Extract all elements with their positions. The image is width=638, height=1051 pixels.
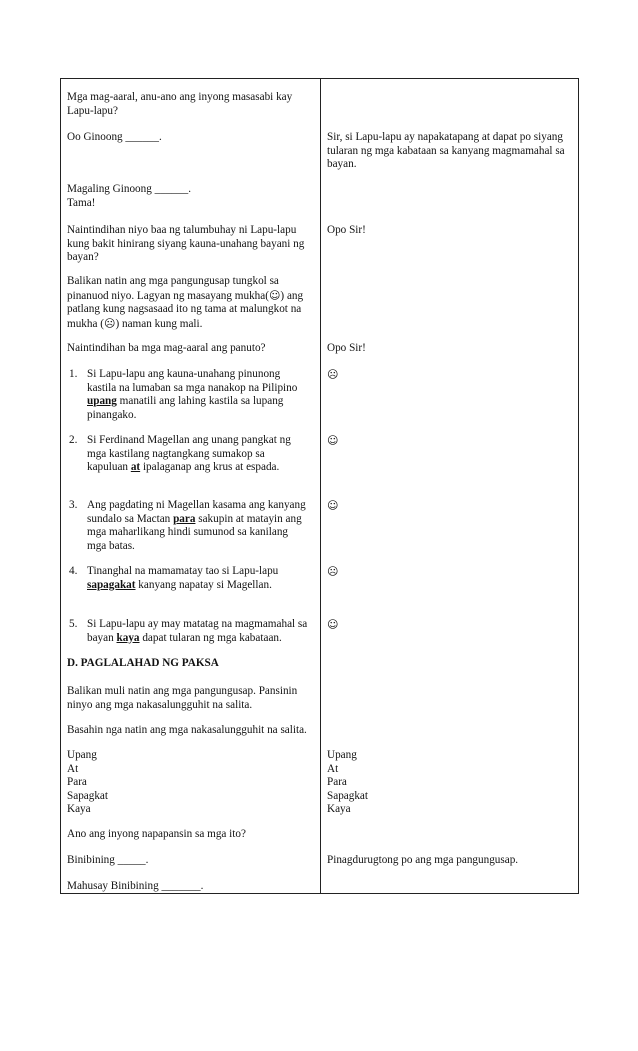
item-text: Si Ferdinand Magellan ang unang pangkat ng mga kastilang nagtangkang sumakop sa kapuluan at ipalaganap ang krus at espada. [87, 434, 291, 473]
question-text: Naintindihan ba mga mag-aaral ang panuto? [67, 342, 266, 354]
smiley-icon: ☺ [327, 618, 339, 631]
keyword: kaya [116, 631, 140, 644]
teacher-line: Binibining _____. [67, 854, 149, 866]
student-answer: Pinagdurugtong po ang mga pangungusap. [327, 854, 519, 866]
item-number: 1. [69, 368, 78, 380]
item-number: 4. [69, 565, 78, 577]
instruction-text: Balikan natin ang mga pangungusap tungkol sa pinanuod niyo. Lagyan ng masayang mukha(☺) ang patlang kung nagsasaad ito ng tama at malungkot na mukha (☹) naman kung mali. [67, 275, 304, 330]
smiley-icon: ☺ [327, 499, 339, 512]
instruction-text: Balikan muli natin ang mga pangungusap. Pansinin ninyo ang mga nakasalungguhit na salita. [67, 685, 298, 711]
item-number: 2. [69, 434, 78, 446]
keyword: at [130, 461, 141, 473]
section-heading: D. PAGLALAHAD NG PAKSA [67, 657, 219, 669]
item-number: 3. [69, 499, 78, 511]
keyword: sapagakat [87, 578, 136, 591]
word-list: Upang At Para Sapagkat Kaya [67, 749, 109, 815]
lesson-table [60, 78, 579, 894]
item-text: Tinanghal na mamamatay tao si Lapu-lapu sapagakat kanyang napatay si Magellan. [87, 565, 279, 591]
word-list: Upang At Para Sapagkat Kaya [327, 749, 369, 815]
student-answer: Opo Sir! [327, 342, 366, 354]
teacher-praise: Mahusay Binibining _______. [67, 880, 204, 892]
smiley-icon: ☺ [327, 434, 339, 447]
item-text: Si Lapu-lapu ang kauna-unahang pinunong kastila na lumaban sa mga nanakop na Pilipino upang manatili ang lahing kastila sa lupang pinangako. [87, 368, 298, 421]
smiley-icon: ☺ [268, 288, 281, 302]
teacher-line: Oo Ginoong ______. [67, 131, 162, 143]
frown-icon: ☹ [327, 368, 339, 381]
item-text: Ang pagdating ni Magellan kasama ang kanyang sundalo sa Mactan para sakupin at matayin ang mga maharlikang hindi sumunod sa kanilang mga batas. [87, 499, 306, 552]
instruction-text: Basahin nga natin ang mga nakasalungguhit na salita. [67, 724, 307, 736]
keyword: para [173, 512, 196, 525]
item-text: Si Lapu-lapu ay may matatag na magmamahal sa bayan kaya dapat tularan ng mga kabataan. [87, 618, 308, 644]
question-text: Naintindihan niyo baa ng talumbuhay ni Lapu-lapu kung bakit hinirang siyang kauna-unahang bayani ng bayan? [67, 224, 305, 263]
keyword: upang [87, 395, 117, 407]
teacher-praise: Magaling Ginoong ______. Tama! [67, 183, 191, 209]
column-divider [320, 79, 321, 893]
frown-icon: ☹ [327, 565, 339, 578]
item-number: 5. [69, 618, 78, 630]
frown-icon: ☹ [103, 316, 116, 330]
student-answer: Opo Sir! [327, 224, 366, 236]
question-text: Mga mag-aaral, anu-ano ang inyong masasabi kay Lapu-lapu? [67, 91, 293, 117]
student-answer: Sir, si Lapu-lapu ay napakatapang at dapat po siyang tularan ng mga kabataan sa kanyang magmamahal sa bayan. [327, 131, 565, 170]
question-text: Ano ang inyong napapansin sa mga ito? [67, 828, 246, 840]
